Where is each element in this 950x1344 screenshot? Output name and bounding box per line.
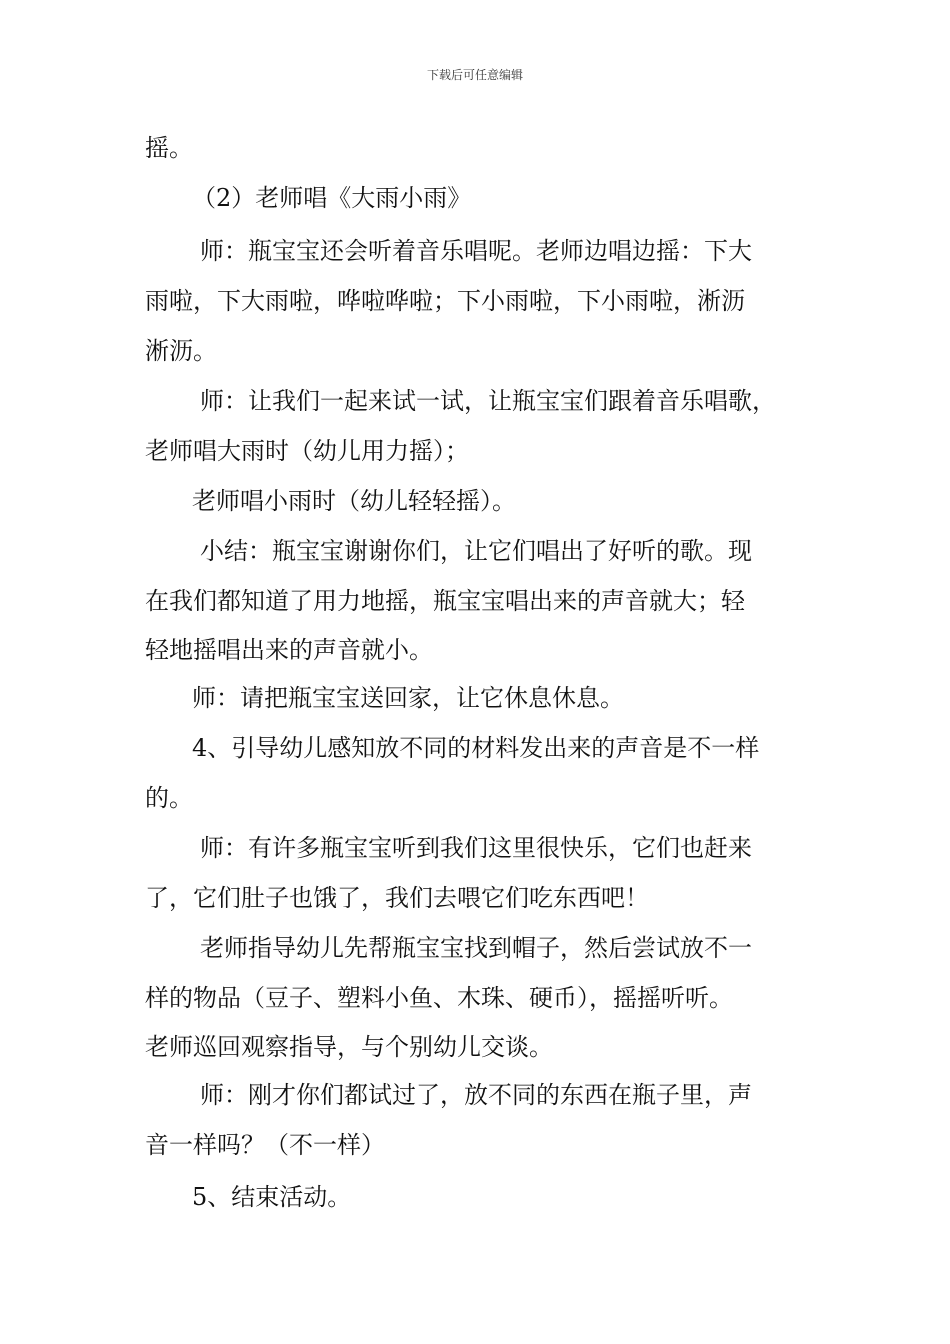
text-line: 5、结束活动。 [192,1183,352,1211]
text-line: 师：让我们一起来试一试，让瓶宝宝们跟着音乐唱歌， [200,387,776,415]
text-line: 老师指导幼儿先帮瓶宝宝找到帽子，然后尝试放不一 [200,934,752,962]
text-line: 4、引导幼儿感知放不同的材料发出来的声音是不一样 [192,734,760,762]
text-line: 的。 [145,784,193,812]
text-line: 轻地摇唱出来的声音就小。 [145,636,433,664]
text-line: 摇。 [145,134,193,162]
text-line: 师：请把瓶宝宝送回家，让它休息休息。 [192,684,624,712]
text-line: 了，它们肚子也饿了，我们去喂它们吃东西吧！ [145,884,649,912]
text-line: 师：瓶宝宝还会听着音乐唱呢。老师边唱边摇：下大 [200,237,752,265]
text-line: （2）老师唱《大雨小雨》 [192,184,472,212]
text-line: 雨啦，下大雨啦，哗啦哗啦；下小雨啦，下小雨啦，淅沥 [145,287,745,315]
text-line: 老师唱大雨时（幼儿用力摇）； [145,437,469,465]
text-line: 师：有许多瓶宝宝听到我们这里很快乐，它们也赶来 [200,834,752,862]
text-line: 在我们都知道了用力地摇，瓶宝宝唱出来的声音就大；轻 [145,587,745,615]
text-line: 师：刚才你们都试过了，放不同的东西在瓶子里，声 [200,1081,752,1109]
text-line: 淅沥。 [145,337,217,365]
text-line: 小结：瓶宝宝谢谢你们，让它们唱出了好听的歌。现 [200,537,752,565]
text-line: 老师巡回观察指导，与个别幼儿交谈。 [145,1033,553,1061]
text-line: 老师唱小雨时（幼儿轻轻摇）。 [192,487,516,515]
page-header: 下载后可任意编辑 [426,68,523,82]
text-line: 样的物品（豆子、塑料小鱼、木珠、硬币），摇摇听听。 [145,984,733,1012]
text-line: 音一样吗？（不一样） [145,1131,385,1159]
